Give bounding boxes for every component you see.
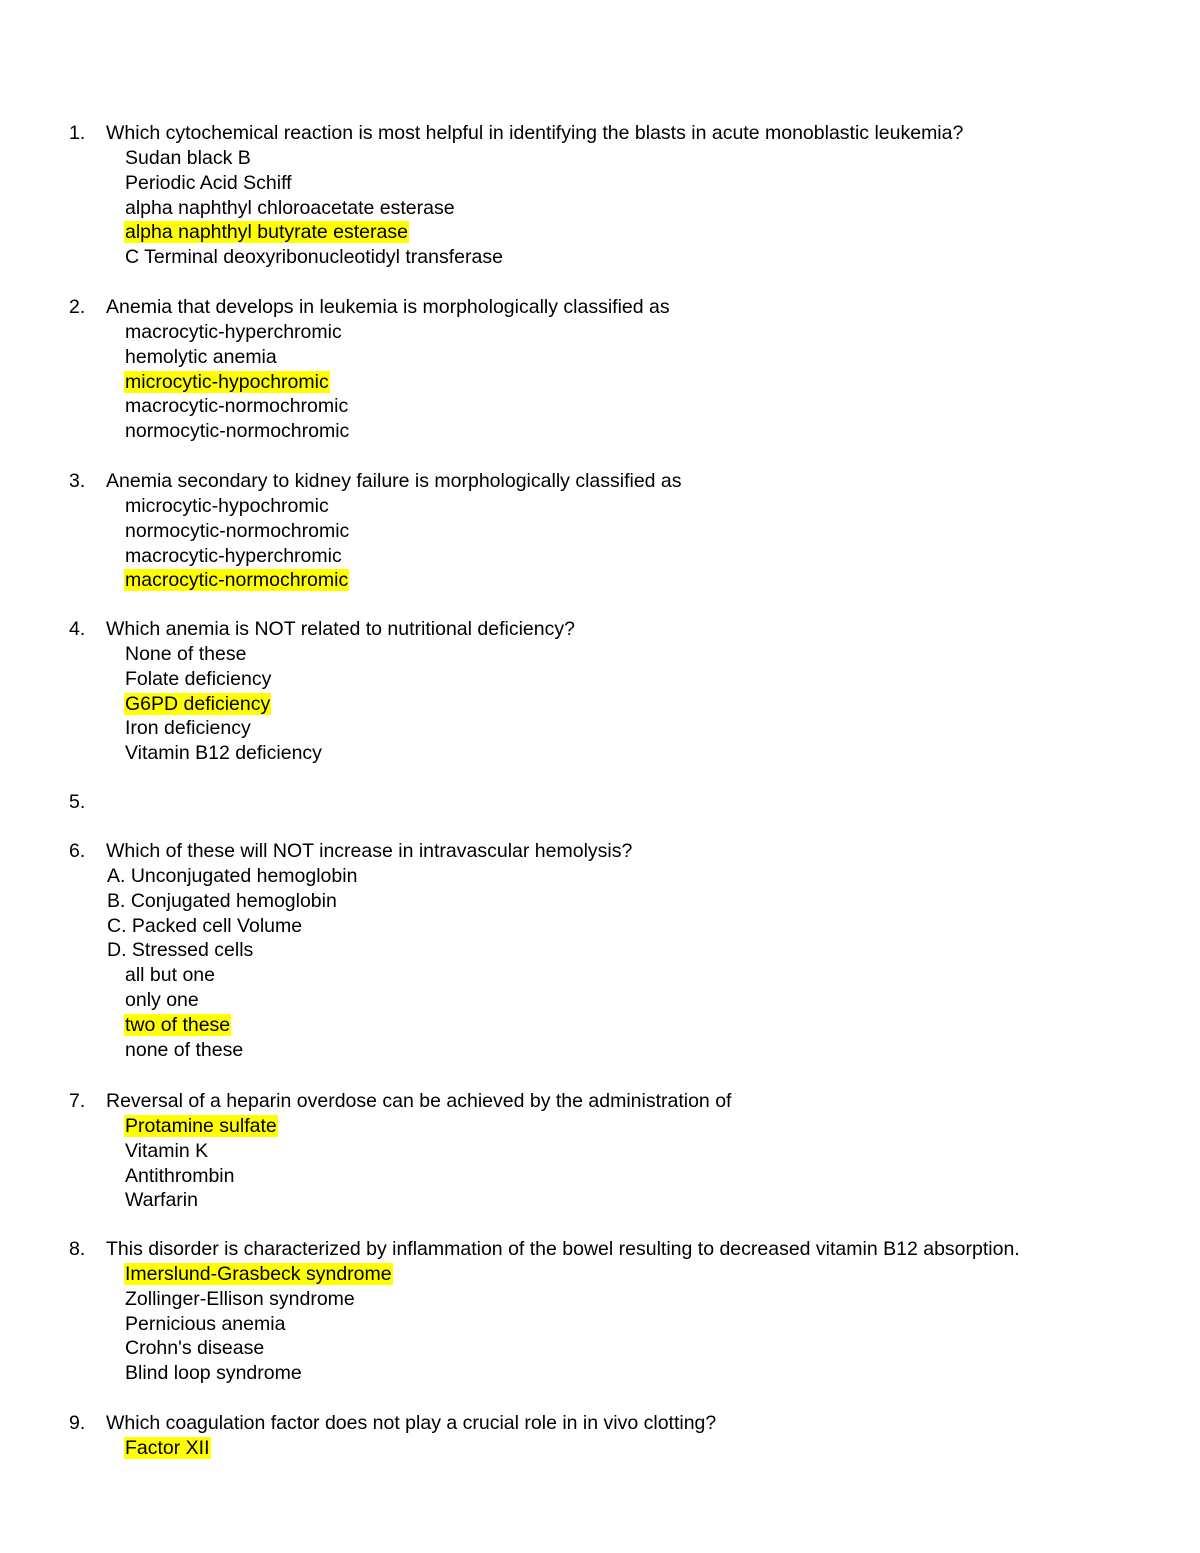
question-line <box>0 469 1200 494</box>
option-text: G6PD deficiency <box>125 692 271 715</box>
option-text: Sudan black B <box>125 147 251 169</box>
question-number: 8. <box>69 1238 86 1260</box>
question-line <box>0 121 1200 146</box>
option-text: normocytic-normochromic <box>125 420 350 443</box>
answer-option <box>0 716 1200 741</box>
question-number: 9. <box>69 1412 86 1434</box>
option-text: microcytic-hypochromic <box>125 370 329 393</box>
question-3 <box>0 469 1200 593</box>
answer-option <box>0 245 1200 270</box>
answer-option-highlighted <box>0 220 1200 245</box>
question-number: 3. <box>69 470 86 492</box>
answer-option <box>0 519 1200 544</box>
answer-option <box>0 1139 1200 1164</box>
option-text: Imerslund-Grasbeck syndrome <box>125 1263 392 1285</box>
option-text: Periodic Acid Schiff <box>125 171 292 194</box>
option-text: alpha naphthyl chloroacetate esterase <box>125 196 455 219</box>
question-text: Which of these will NOT increase in intravascular hemolysis? <box>106 840 633 862</box>
sub-item-text: B. Conjugated hemoglobin <box>107 889 337 912</box>
question-sub-item <box>0 938 1200 963</box>
answer-option-highlighted <box>0 1013 1200 1038</box>
option-text: Folate deficiency <box>125 667 272 690</box>
option-text: none of these <box>125 1038 244 1061</box>
question-number: 1. <box>69 122 86 144</box>
question-2 <box>0 295 1200 444</box>
question-text: Which anemia is NOT related to nutritional deficiency? <box>106 618 575 640</box>
question-text: Reversal of a heparin overdose can be achieved by the administration of <box>106 1090 732 1112</box>
question-line <box>0 617 1200 642</box>
answer-option <box>0 1312 1200 1337</box>
question-number: 4. <box>69 618 86 640</box>
option-text: Crohn's disease <box>125 1337 265 1360</box>
answer-option <box>0 146 1200 171</box>
option-text: Antithrombin <box>125 1164 235 1187</box>
option-text: two of these <box>125 1013 231 1036</box>
option-text: normocytic-normochromic <box>125 519 350 542</box>
option-text: microcytic-hypochromic <box>125 495 329 517</box>
option-text: macrocytic-normochromic <box>125 395 349 418</box>
question-text: This disorder is characterized by inflammation of the bowel resulting to decreased vitamin B12 absorption. <box>106 1238 1020 1260</box>
answer-option <box>0 494 1200 519</box>
option-text: macrocytic-hyperchromic <box>125 321 342 343</box>
question-5 <box>0 790 1200 815</box>
answer-option <box>0 196 1200 221</box>
answer-option-highlighted <box>0 1262 1200 1287</box>
answer-option-highlighted <box>0 692 1200 717</box>
answer-option <box>0 320 1200 345</box>
answer-option <box>0 345 1200 370</box>
question-6 <box>0 839 1200 1062</box>
question-8 <box>0 1237 1200 1386</box>
question-sub-item <box>0 914 1200 939</box>
option-text: only one <box>125 988 199 1011</box>
option-text: Factor XII <box>125 1437 210 1459</box>
option-text: Protamine sulfate <box>125 1115 277 1137</box>
option-text: C Terminal deoxyribonucleotidyl transferase <box>125 246 503 269</box>
question-line <box>0 1089 1200 1114</box>
option-text: Vitamin K <box>125 1139 209 1162</box>
question-number: 2. <box>69 296 86 318</box>
sub-item-text: A. Unconjugated hemoglobin <box>107 865 358 887</box>
answer-option <box>0 642 1200 667</box>
option-text: Warfarin <box>125 1189 198 1212</box>
question-line <box>0 790 1200 815</box>
question-1 <box>0 121 1200 270</box>
option-text: all but one <box>125 964 215 987</box>
option-text: macrocytic-hyperchromic <box>125 544 342 567</box>
answer-option <box>0 963 1200 988</box>
question-line <box>0 1411 1200 1436</box>
answer-option-highlighted <box>0 370 1200 395</box>
question-line <box>0 839 1200 864</box>
answer-option-highlighted <box>0 1436 1200 1461</box>
option-text: hemolytic anemia <box>125 345 277 368</box>
option-text: Blind loop syndrome <box>125 1362 302 1385</box>
answer-option <box>0 544 1200 569</box>
question-sub-item <box>0 889 1200 914</box>
option-text: alpha naphthyl butyrate esterase <box>125 221 408 244</box>
answer-option <box>0 1287 1200 1312</box>
answer-option <box>0 1336 1200 1361</box>
question-line <box>0 295 1200 320</box>
question-4 <box>0 617 1200 766</box>
answer-option <box>0 741 1200 766</box>
question-sub-item <box>0 864 1200 889</box>
answer-option <box>0 667 1200 692</box>
answer-option <box>0 1361 1200 1386</box>
answer-option <box>0 171 1200 196</box>
answer-option <box>0 419 1200 444</box>
answer-option <box>0 1038 1200 1063</box>
question-text: Which coagulation factor does not play a crucial role in in vivo clotting? <box>106 1412 717 1434</box>
question-number: 5. <box>69 791 86 813</box>
question-text: Anemia that develops in leukemia is morphologically classified as <box>106 296 670 318</box>
answer-option-highlighted <box>0 568 1200 593</box>
option-text: Vitamin B12 deficiency <box>125 742 322 765</box>
option-text: Iron deficiency <box>125 717 251 740</box>
question-9 <box>0 1411 1200 1461</box>
question-number: 6. <box>69 840 86 862</box>
answer-option-highlighted <box>0 1114 1200 1139</box>
sub-item-text: C. Packed cell Volume <box>107 914 303 937</box>
question-line <box>0 1237 1200 1262</box>
option-text: Zollinger-Ellison syndrome <box>125 1287 355 1310</box>
question-text: Which cytochemical reaction is most helpful in identifying the blasts in acute monoblastic leukemia? <box>106 122 964 144</box>
question-number: 7. <box>69 1090 86 1112</box>
answer-option <box>0 1188 1200 1213</box>
answer-option <box>0 394 1200 419</box>
answer-option <box>0 1164 1200 1189</box>
option-text: Pernicious anemia <box>125 1312 286 1335</box>
option-text: None of these <box>125 643 247 665</box>
option-text: macrocytic-normochromic <box>125 569 349 592</box>
sub-item-text: D. Stressed cells <box>107 939 254 962</box>
question-text: Anemia secondary to kidney failure is morphologically classified as <box>106 470 682 492</box>
question-7 <box>0 1089 1200 1213</box>
answer-option <box>0 988 1200 1013</box>
